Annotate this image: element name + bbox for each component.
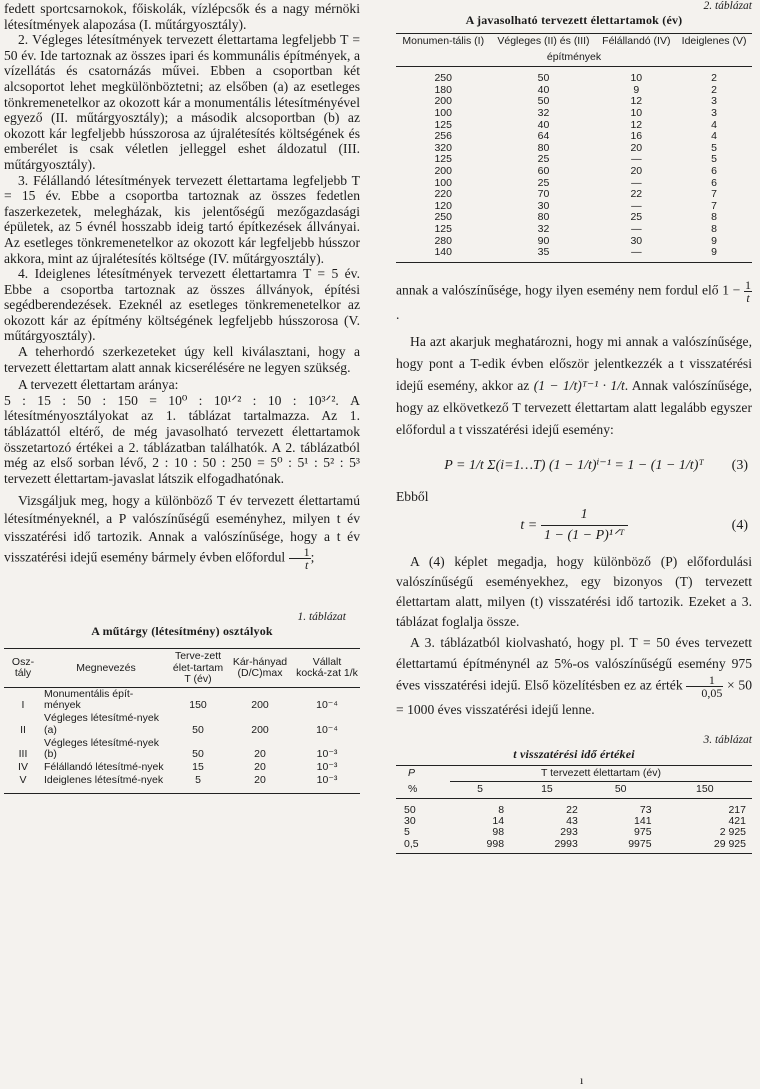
table2-cell: 7: [711, 199, 717, 212]
table1-caption: 1. táblázat: [297, 611, 346, 624]
table3-cell-t: 9975: [584, 839, 658, 854]
table2-cell: 200: [434, 164, 452, 177]
table3-cell-t: 2 925: [719, 826, 746, 839]
table2-cell: 256: [434, 130, 452, 143]
equation-4-numerator: 1: [541, 505, 628, 526]
paragraph-semi-permanent: 3. Félállandó létesítmények tervezett élettartama legfeljebb T = 15 év. Ebbe a csoportba tartoznak az összes fedetlen faszerkezetek, melegházak, kis jelentőségű mezőgazdasági épületek, az 5 évnél hosszabb ideig tartó építkezések állványai. Az esetleges tönkremenetelkor az okozott kár legfeljebb hússzor akkora, mint az újralétesítés költsége (IV. műtárgyosztály).: [4, 172, 360, 266]
table2-cell: 4: [711, 118, 717, 131]
table2-cell: 250: [434, 211, 452, 224]
paragraph-not-occur: annak a valószínűsége, hogy ilyen esemény nem fordul elő 1 − $\frac{1}{t}$ .: [396, 277, 752, 322]
table1-row: [4, 737, 360, 761]
table1-cell-damage: 20: [254, 748, 266, 761]
table2-cell: 22: [630, 188, 643, 201]
table1-cell-damage: 20: [254, 761, 266, 774]
table1-header-risk: Vállalt kocká-zat 1/k: [294, 649, 360, 688]
table1-cell-damage: 200: [251, 723, 269, 736]
table3-caption: 3. táblázat: [703, 733, 752, 746]
equation-4-number: (4): [731, 517, 748, 533]
table2-title: A javasolható tervezett élettartamok (év): [465, 13, 683, 27]
table2-caption: 2. táblázat: [703, 0, 752, 12]
table1-row: [4, 774, 360, 793]
table2-row: [396, 224, 752, 236]
table2-cell: 50: [537, 72, 550, 85]
table2-row: [396, 166, 752, 178]
table2-cell: 35: [490, 247, 596, 262]
fraction-denominator: t: [304, 558, 309, 573]
table2-cell: —: [631, 222, 642, 235]
table2-cell: 10: [630, 106, 643, 119]
paragraph-temporary: 4. Ideiglenes létesítmények tervezett élettartamra T = 5 év. Ebbe a csoportba tartoznak az összes állványok, építési segédberendezések. Ezeknél az esetleges tönkremenetelkor az okozott kár az építmény költségének legfeljebb hússzorosa (V. műtárgyosztály).: [4, 266, 360, 344]
equation-3-body: P = 1/t Σ(i=1…T) (1 − 1/t)ⁱ⁻¹ = 1 − (1 − 1/t)ᵀ: [444, 457, 704, 473]
table2-cell: —: [631, 153, 642, 166]
table2-cell: 280: [434, 234, 452, 247]
table2-cell: 30: [630, 234, 643, 247]
table2-row: [396, 131, 752, 143]
table2-cell: 90: [537, 234, 550, 247]
table2-cell: —: [631, 199, 642, 212]
table1-cell-risk: 10⁻⁴: [316, 723, 338, 736]
table1-cell-risk: 10⁻⁴: [316, 699, 338, 712]
table3-header-t5: 5: [450, 782, 510, 798]
table2-cell: 50: [537, 95, 550, 108]
table2-cell: 40: [537, 83, 550, 96]
table2-cell: 32: [537, 222, 550, 235]
table1-row: [4, 761, 360, 774]
table3-body: [396, 798, 752, 854]
table3-row: [396, 839, 752, 854]
table2-cell: 2: [711, 72, 717, 85]
equation-3: [396, 455, 752, 476]
table2-cell: 7: [711, 188, 717, 201]
table2-cell: 64: [537, 130, 550, 143]
table3-cell-p: 30: [404, 814, 416, 827]
table1-cell-risk: 10⁻³: [316, 748, 338, 761]
table2-cell: 10: [630, 72, 643, 85]
table1-cell-risk: 10⁻³: [294, 774, 360, 793]
table1-cell-lifetime: 50: [192, 748, 204, 761]
table2-cell: 100: [434, 106, 452, 119]
table2-cell: 100: [434, 176, 452, 189]
table2-header-monumental: Monumen-tális (I): [396, 34, 490, 50]
table3-header-p-unit: %: [396, 782, 450, 798]
paragraph-example-text: A 3. táblázatból kiolvasható, hogy pl. T = 50 éves tervezett élettartamú építménynél az 5%-os valószínűségű esemény 975 éves visszatérési idejű. Első közelítésben ez az érték: [396, 634, 752, 693]
table1-cell-name: Félállandó létesítmé-nyek: [44, 761, 164, 774]
table1-cell-lifetime: 5: [170, 774, 226, 793]
table3-cell-p: 50: [404, 803, 416, 816]
table2-cell: 80: [537, 211, 550, 224]
table2-cell: 125: [434, 222, 452, 235]
table1-header-damage: Kár-hányad (D/C)max: [226, 649, 294, 688]
fraction-numerator: 1: [745, 277, 752, 292]
table2-header-permanent: Végleges (II) és (III): [490, 34, 596, 50]
table1-cell-damage: 200: [251, 699, 269, 712]
fraction-one-over-t-2: [744, 279, 752, 304]
fraction-one-over-005: [686, 674, 723, 699]
paragraph-probability: [4, 492, 360, 571]
paragraph-intro: fedett sportcsarnokok, főiskolák, vízlépcsők és a nagy mérnöki létesítmények alapozása (I. műtárgyosztály).: [4, 1, 360, 32]
paragraph-example-end: × 50 = 1000 éves visszatérési idejű lenne.: [396, 677, 752, 717]
fraction-numerator: 1: [686, 674, 723, 687]
table1-cell-name: Végleges létesítmé-nyek (a): [44, 712, 159, 736]
table3-cell-t: 975: [634, 826, 652, 839]
table2-cell: 3: [711, 95, 717, 108]
paragraph-from-this: Ebből: [396, 488, 429, 504]
table1-cell-name: Monumentális épít-mények: [44, 688, 134, 712]
paragraph-probability-text: Vizsgáljuk meg, hogy a különböző T év tervezett élettartamú létesítményeknél, a P valószínűségű eseményhez, milyen t év visszatérési idő tartozik. Annak a valószínűsége, hogy a t év visszatérési idejű esemény bármely évben előfordul: [4, 493, 360, 566]
table3-cell-p: 0,5: [396, 839, 450, 854]
table2-cell: 5: [711, 153, 717, 166]
table2-cell: 250: [434, 72, 452, 85]
table2-cell: 2: [711, 83, 717, 96]
table2-cell: 9: [676, 247, 752, 262]
table2-cell: 60: [537, 164, 550, 177]
table2-cell: 30: [537, 199, 550, 212]
fraction-one-over-t: [289, 546, 311, 571]
table3-cell-t: 998: [450, 839, 510, 854]
table1-body: [4, 688, 360, 794]
table1-header-lifetime: Terve-zett élet-tartam T (év): [170, 649, 226, 688]
fraction-denominator: 0,05: [701, 685, 723, 700]
table2: [396, 33, 752, 263]
table2-header-temporary: Ideiglenes (V): [676, 34, 752, 50]
table1-cell-lifetime: 15: [192, 761, 204, 774]
table3-header-t15: 15: [510, 782, 584, 798]
expression-first-occurrence: (1 − 1/t)ᵀ⁻¹ · 1/t: [533, 377, 625, 393]
table2-cell: 125: [434, 118, 452, 131]
table3-cell-t: 22: [566, 803, 578, 816]
table3-row: [396, 798, 752, 816]
paragraph-first-occurrence-text: Ha azt akarjuk meghatározni, hogy mi annak a valószínűsége, hogy pont a T-edik évben először jelentkezzék a t visszatérési idejű esemény, akkor az: [396, 333, 752, 393]
paragraph-permanent: 2. Végleges létesítmények tervezett élettartama legfeljebb T = 50 év. Ide tartoznak az összes ipari és kommunális építmények, a vízellátás és csatornázás művei. Ebben a csoportban két alcsoportot lehet megkülönböztetni; az elsőben (a) az esetleges tönkremenetelkor az okozott kár a monumentális létesítményével egyező (II. műtárgyosztály); a második alcsoportban (b) az okozott kár legfeljebb hússzorosa az újralétesítés költségének és emberélet is csak véletlen jelleggel eshet áldozatul (III. műtárgyosztály).: [4, 32, 360, 172]
table1-cell-class: V: [4, 774, 42, 793]
table2-cell: 20: [630, 141, 643, 154]
paragraph-example: [396, 632, 752, 720]
table2-cell: 200: [434, 95, 452, 108]
table1-cell-damage: 20: [226, 774, 294, 793]
table3-cell-t: 2993: [510, 839, 584, 854]
table2-cell: 32: [537, 106, 550, 119]
equation-4-fraction: [541, 505, 628, 546]
table3-cell-t: 29 925: [658, 839, 752, 854]
equation-4: [396, 505, 752, 546]
paragraph-end: ;: [310, 550, 315, 566]
table2-cell: 25: [537, 153, 550, 166]
table2-row: [396, 189, 752, 201]
table3: [396, 765, 752, 854]
stray-mark: ı: [580, 1073, 584, 1087]
table1-row: [4, 712, 360, 736]
table2-cell: 125: [434, 153, 452, 166]
table3-cell-t: 421: [728, 814, 746, 827]
table2-subheader: építmények: [396, 50, 752, 67]
table3-cell-p: 5: [404, 826, 410, 839]
table1: [4, 648, 360, 793]
fraction-numerator: 1: [289, 546, 311, 559]
table1-row: [4, 688, 360, 713]
table1-cell-name: Végleges létesítmé-nyek (b): [44, 736, 159, 761]
table1-cell-class: IV: [18, 761, 28, 774]
paragraph-ratio-heading: A tervezett élettartam aránya:: [18, 377, 179, 393]
table1-cell-lifetime: 50: [192, 723, 204, 736]
table3-cell-t: 14: [492, 814, 505, 827]
table2-cell: —: [596, 247, 676, 262]
table2-cell: 4: [711, 130, 717, 143]
table1-header-class: Osz-tály: [4, 649, 42, 688]
table1-cell-name: Ideiglenes létesítmé-nyek: [42, 774, 170, 793]
table3-header-p: P: [396, 765, 450, 781]
table2-cell: 12: [630, 118, 643, 131]
equation-3-number: (3): [731, 457, 748, 473]
table2-body: [396, 67, 752, 263]
table2-cell: 6: [711, 164, 717, 177]
paragraph-first-occurrence-end: . Annak valószínűsége, hogy az elkövetkező T tervezett élettartam alatt legalább egyszer előfordul a t visszatérési idejű esemény:: [396, 377, 752, 437]
table3-title: t visszatérési idő értékei: [513, 746, 635, 761]
table1-block: [4, 611, 360, 793]
table2-header-semi: Félállandó (IV): [596, 34, 676, 50]
right-column: [396, 0, 752, 854]
paragraph-not-occur-text: annak a valószínűsége, hogy ilyen esemény nem fordul elő 1 −: [396, 282, 741, 298]
table2-cell: 40: [537, 118, 550, 131]
table2-cell: 25: [630, 211, 643, 224]
table3-cell-t: 217: [728, 803, 746, 816]
paragraph-ratio: 5 : 15 : 50 : 150 = 10⁰ : 10¹ᐟ² : 10 : 10³ᐟ². A létesítményosztályokat az 1. táblázat tartalmazza. Az 1. táblázattól eltérő, de még javasolható tervezett élettartamok összetartozó értékei a 2. táblázatban találhatók. A 2. táblázatból még az első sorban lévő, 2 : 10 : 50 : 250 = 5⁰ : 5¹ : 5² : 5³ tervezett élettartam-javaslat látszik elfogadhatónak.: [4, 392, 360, 486]
table1-cell-class: II: [20, 723, 26, 736]
table2-cell: 120: [434, 199, 452, 212]
table3-block: [396, 734, 752, 854]
table2-cell: 5: [711, 141, 717, 154]
table2-cell: 220: [434, 188, 452, 201]
table1-cell-risk: 10⁻³: [316, 761, 338, 774]
fraction-denominator: t: [746, 290, 750, 305]
table1-title: A műtárgy (létesítmény) osztályok: [91, 624, 273, 639]
table3-header-t50: 50: [584, 782, 658, 798]
table2-cell: 140: [396, 247, 490, 262]
table2-cell: 20: [630, 164, 643, 177]
table2-cell: 16: [630, 130, 643, 143]
paragraph-structures: A teherhordó szerkezeteket úgy kell kiválasztani, hogy a tervezett élettartam alatt annak kicserélésére ne legyen szükség.: [4, 344, 360, 375]
table2-cell: —: [631, 176, 642, 189]
table3-header-t150: 150: [658, 782, 752, 798]
table2-row: [396, 247, 752, 262]
table2-cell: 25: [537, 176, 550, 189]
table3-row: [396, 827, 752, 838]
table3-cell-t: 293: [560, 826, 578, 839]
table2-cell: 6: [711, 176, 717, 189]
table3-cell-t: 141: [634, 814, 652, 827]
table2-cell: 80: [537, 141, 550, 154]
table1-header-name: Megnevezés: [42, 649, 170, 688]
table1-cell-class: I: [21, 699, 25, 712]
table1-cell-lifetime: 150: [189, 699, 207, 712]
paragraph-formula-4: A (4) képlet megadja, hogy különböző (P) előfordulási valószínűségű eseményekhez, egy bizonyos (T) tervezett élettartam alatt, milyen (t) visszatérési idő tartozik. Ezeket a 3. táblázat foglalja össze.: [396, 553, 752, 629]
equation-4-lhs: t =: [520, 517, 538, 533]
table2-row: [396, 67, 752, 85]
table2-cell: 9: [633, 83, 640, 96]
equation-4-denominator: 1 − (1 − P)¹ᐟᵀ: [544, 527, 625, 543]
table2-cell: 70: [537, 188, 550, 201]
left-column: [4, 0, 360, 794]
right-text: [396, 279, 752, 720]
table3-header-group: T tervezett élettartam (év): [450, 765, 752, 781]
table2-cell: 8: [711, 211, 717, 224]
table2-cell: 12: [630, 95, 643, 108]
table2-cell: 320: [434, 141, 452, 154]
paragraph-first-occurrence: [396, 331, 752, 441]
table2-row: [396, 108, 752, 120]
table3-cell-t: 98: [492, 826, 505, 839]
table2-cell: 3: [711, 106, 717, 119]
table3-cell-t: 43: [566, 814, 578, 827]
table2-cell: 9: [711, 234, 717, 247]
table2-cell: 180: [434, 83, 452, 96]
table3-cell-t: 8: [498, 803, 505, 816]
table3-cell-t: 73: [639, 803, 652, 816]
table2-cell: 8: [711, 222, 717, 235]
table1-cell-class: III: [18, 748, 28, 761]
